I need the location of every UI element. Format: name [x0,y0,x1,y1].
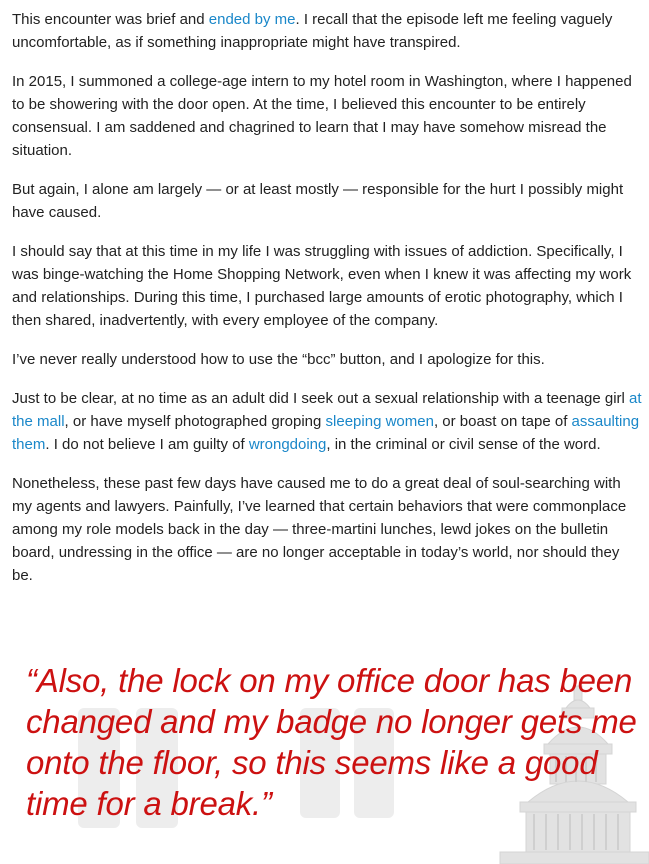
link-wrongdoing[interactable]: wrongdoing [248,436,327,453]
link-ended-by-me[interactable]: ended by me [208,11,296,28]
link-assaulting-them[interactable]: assaulting them [12,413,640,453]
paragraph-addiction: I should say that at this time in my life I was struggling with issues of addiction. Specifically, I was binge-watching the Home Shopping Network, even when I knew it was affecting my work and relationships. During this time, I purchased large amounts of erotic photography, which I then shared, inadvertently, with every employee of the company. [12,243,632,329]
paragraph-soul-searching: Nonetheless, these past few days have caused me to do a great deal of soul-searching with my agents and lawyers. Painfully, I’ve learned that certain behaviors that were commonplace among my role models back in the day — three-martini lunches, lewd jokes on the bulletin board, undressing in the office — are no longer acceptable in today’s world, nor should they be. [12,475,627,584]
paragraph-2015-intern: In 2015, I summoned a college-age intern to my hotel room in Washington, where I happened to be showering with the door open. At the time, I believed this encounter to be entirely consensual. I am saddened and chagrined to learn that I may have somehow misread the situation. [12,73,632,159]
paragraph-denials: Just to be clear, at no time as an adult did I seek out a sexual relationship with a teenage girl at the mall, or have myself photographed groping sleeping women, or boast on tape of assaulting them. I do not believe I am guilty of wrongdoing, in the criminal or civil sense of the word. [12,390,642,453]
paragraph-responsibility: But again, I alone am largely — or at least mostly — responsible for the hurt I possibly might have caused. [12,181,624,221]
paragraph-bcc: I’ve never really understood how to use the “bcc” button, and I apologize for this. [12,351,545,368]
link-sleeping-women[interactable]: sleeping women [325,413,434,430]
pull-quote-text: “Also, the lock on my office door has been changed and my badge no longer gets me onto the floor, so this seems like a good time for a break.” [26,662,637,822]
paragraph-encounter: This encounter was brief and ended by me. I recall that the episode left me feeling vaguely uncomfortable, as if something inappropriate might have transpired. [12,11,613,51]
link-at-the-mall[interactable]: at the mall [12,390,642,430]
pull-quote [0,648,649,864]
article-body [12,8,642,603]
